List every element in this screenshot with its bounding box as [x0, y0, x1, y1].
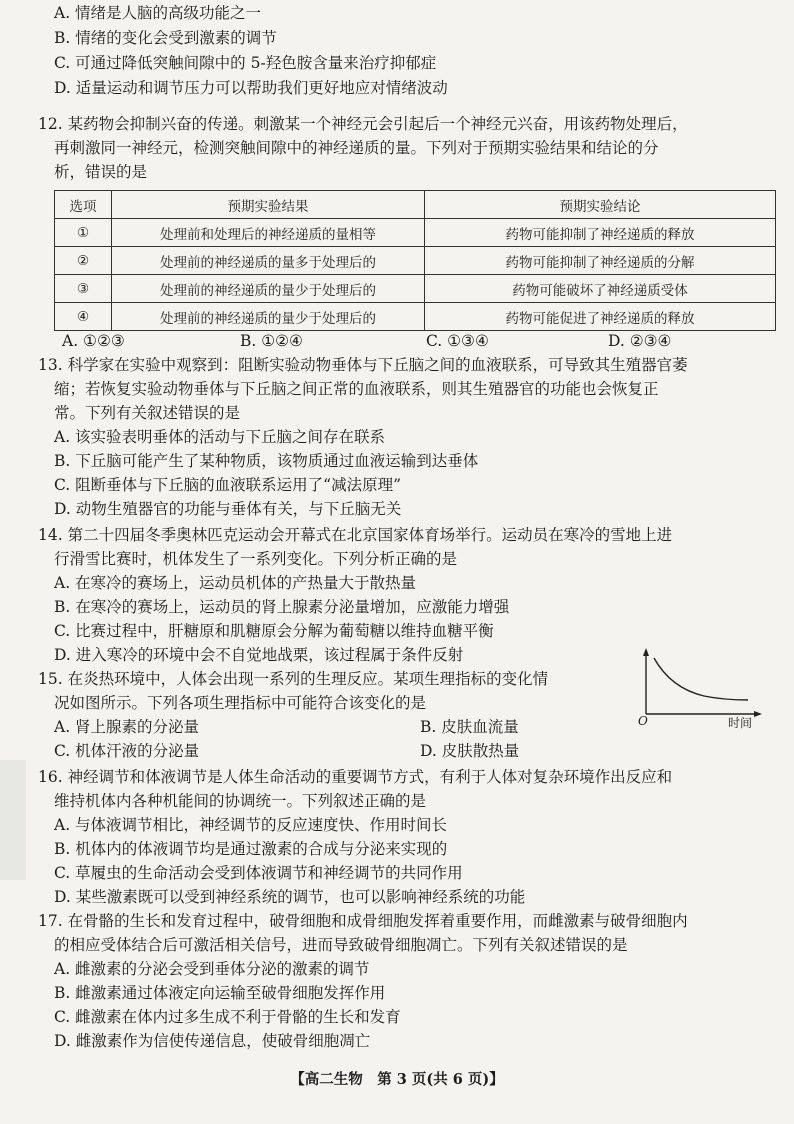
q15-stem-line-1: 15. 在炎热环境中，人体会出现一系列的生理反应。某项生理指标的变化情 — [38, 670, 549, 688]
q11-option-b[interactable]: B. 情绪的变化会受到激素的调节 — [54, 29, 277, 47]
q11-option-c[interactable]: C. 可通过降低突触间隙中的 5-羟色胺含量来治疗抑郁症 — [54, 54, 437, 72]
decreasing-curve — [654, 658, 748, 700]
q11-option-d[interactable]: D. 适量运动和调节压力可以帮助我们更好地应对情绪波动 — [54, 79, 448, 97]
q16-option-d[interactable]: D. 某些激素既可以受到神经系统的调节，也可以影响神经系统的功能 — [54, 888, 526, 906]
q16-option-b[interactable]: B. 机体内的体液调节均是通过激素的合成与分泌来实现的 — [54, 840, 448, 858]
q13-stem-line-1: 13. 科学家在实验中观察到：阻断实验动物垂体与下丘脑之间的血液联系，可导致其生殖器官萎 — [38, 356, 688, 374]
q15-option-b[interactable]: B. 皮肤血流量 — [420, 718, 519, 736]
q16-stem-line-1: 16. 神经调节和体液调节是人体生命活动的重要调节方式，有利于人体对复杂环境作出反应和 — [38, 768, 673, 786]
table-header-row — [55, 191, 776, 219]
q12-option-c[interactable]: C. ①③④ — [426, 332, 489, 350]
table-cell: 处理前和处理后的神经递质的量相等 — [112, 219, 425, 247]
table-header-cell: 预期实验结论 — [425, 191, 776, 219]
table-cell: 药物可能抑制了神经递质的分解 — [425, 247, 776, 275]
q12-stem-line-1: 12. 某药物会抑制兴奋的传递。刺激某一个神经元会引起后一个神经元兴奋，用该药物处理后， — [38, 115, 688, 133]
q13-stem-line-2: 缩；若恢复实验动物垂体与下丘脑之间正常的血液联系，则其生殖器官的功能也会恢复正 — [54, 380, 659, 398]
q17-option-c[interactable]: C. 雌激素在体内过多生成不利于骨骼的生长和发育 — [54, 1008, 401, 1026]
q11-option-a[interactable]: A. 情绪是人脑的高级功能之一 — [54, 4, 262, 22]
table-row — [55, 303, 776, 331]
q17-option-d[interactable]: D. 雌激素作为信使传递信息，使破骨细胞凋亡 — [54, 1032, 371, 1050]
q16-stem-line-2: 维持机体内各种机能间的协调统一。下列叙述正确的是 — [54, 792, 427, 810]
q12-table — [54, 190, 776, 331]
q15-graph — [624, 646, 764, 728]
q17-option-a[interactable]: A. 雌激素的分泌会受到垂体分泌的激素的调节 — [54, 960, 370, 978]
q14-option-c[interactable]: C. 比赛过程中，肝糖原和肌糖原会分解为葡萄糖以维持血糖平衡 — [54, 622, 494, 640]
q12-stem-line-3: 析，错误的是 — [54, 163, 148, 181]
q16-option-a[interactable]: A. 与体液调节相比，神经调节的反应速度快、作用时间长 — [54, 816, 448, 834]
q15-stem-line-2: 况如图所示。下列各项生理指标中可能符合该变化的是 — [54, 694, 427, 712]
table-cell: 药物可能促进了神经递质的释放 — [425, 303, 776, 331]
table-cell: 药物可能抑制了神经递质的释放 — [425, 219, 776, 247]
x-axis-arrow — [754, 711, 762, 717]
q17-stem-line-1: 17. 在骨骼的生长和发育过程中，破骨细胞和成骨细胞发挥着重要作用，而雌激素与破骨细胞内 — [38, 912, 688, 930]
table-row — [55, 219, 776, 247]
q12-stem-line-2: 再刺激同一神经元，检测突触间隙中的神经递质的量。下列对于预期实验结果和结论的分 — [54, 139, 659, 157]
q14-option-a[interactable]: A. 在寒冷的赛场上，运动员机体的产热量大于散热量 — [54, 574, 417, 592]
q15-option-d[interactable]: D. 皮肤散热量 — [420, 742, 520, 760]
q12-option-a[interactable]: A. ①②③ — [62, 332, 125, 350]
q13-option-d[interactable]: D. 动物生殖器官的功能与垂体有关，与下丘脑无关 — [54, 500, 402, 518]
q15-option-a[interactable]: A. 肾上腺素的分泌量 — [54, 718, 200, 736]
q14-stem-line-2: 行滑雪比赛时，机体发生了一系列变化。下列分析正确的是 — [54, 550, 458, 568]
q13-stem-line-3: 常。下列有关叙述错误的是 — [54, 404, 241, 422]
q14-option-d[interactable]: D. 进入寒冷的环境中会不自觉地战栗，该过程属于条件反射 — [54, 646, 464, 664]
table-cell: ② — [55, 247, 112, 275]
q13-option-c[interactable]: C. 阻断垂体与下丘脑的血液联系运用了“减法原理” — [54, 476, 402, 494]
q12-option-b[interactable]: B. ①②④ — [240, 332, 303, 350]
q17-option-b[interactable]: B. 雌激素通过体液定向运输至破骨细胞发挥作用 — [54, 984, 386, 1002]
table-row — [55, 275, 776, 303]
table-cell: 药物可能破坏了神经递质受体 — [425, 275, 776, 303]
graph-origin-label: O — [638, 714, 648, 728]
scan-shadow — [0, 760, 26, 880]
q15-option-c[interactable]: C. 机体汗液的分泌量 — [54, 742, 200, 760]
q14-option-b[interactable]: B. 在寒冷的赛场上，运动员的肾上腺素分泌量增加，应激能力增强 — [54, 598, 510, 616]
q17-stem-line-2: 的相应受体结合后可激活相关信号，进而导致破骨细胞凋亡。下列有关叙述错误的是 — [54, 936, 628, 954]
table-header-cell: 预期实验结果 — [112, 191, 425, 219]
q12-option-d[interactable]: D. ②③④ — [608, 332, 672, 350]
table-header-cell: 选项 — [55, 191, 112, 219]
table-cell: 处理前的神经递质的量少于处理后的 — [112, 303, 425, 331]
q13-option-a[interactable]: A. 该实验表明垂体的活动与下丘脑之间存在联系 — [54, 428, 386, 446]
table-cell: ① — [55, 219, 112, 247]
graph-x-label: 时间 — [728, 716, 753, 730]
table-cell: ④ — [55, 303, 112, 331]
q14-stem-line-1: 14. 第二十四届冬季奥林匹克运动会开幕式在北京国家体育场举行。运动员在寒冷的雪地上进 — [38, 526, 673, 544]
q16-option-c[interactable]: C. 草履虫的生命活动会受到体液调节和神经调节的共同作用 — [54, 864, 463, 882]
table-cell: 处理前的神经递质的量多于处理后的 — [112, 247, 425, 275]
table-cell: 处理前的神经递质的量少于处理后的 — [112, 275, 425, 303]
q13-option-b[interactable]: B. 下丘脑可能产生了某种物质，该物质通过血液运输到达垂体 — [54, 452, 479, 470]
table-row — [55, 247, 776, 275]
table-cell: ③ — [55, 275, 112, 303]
page-footer: 【高二生物 第 3 页(共 6 页)】 — [290, 1071, 504, 1088]
